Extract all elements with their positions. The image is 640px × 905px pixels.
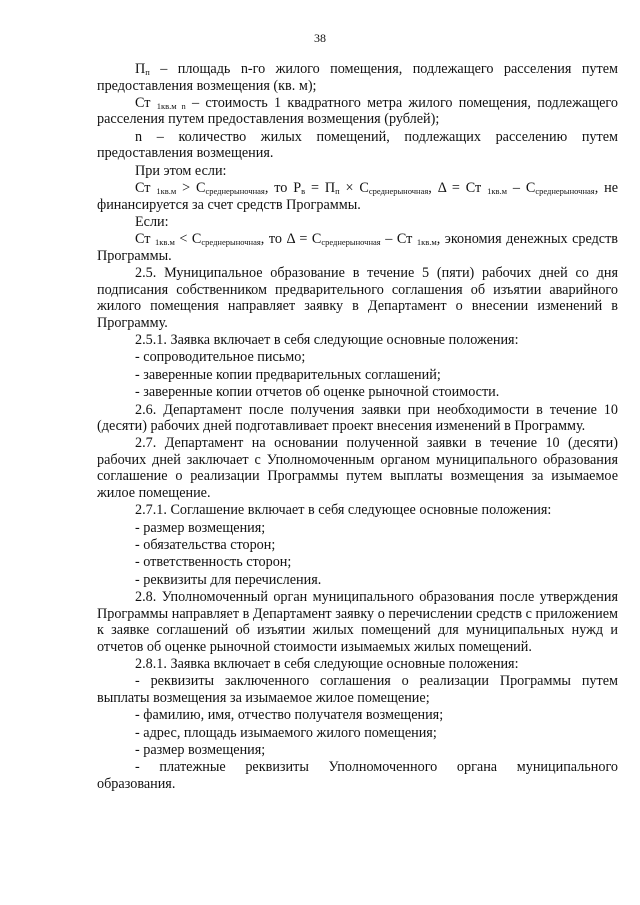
paragraph-text: - реквизиты для перечисления. — [135, 571, 322, 588]
paragraph — [97, 349, 618, 366]
paragraph-text: , не финансируется за счет средств Программы. — [97, 180, 619, 213]
paragraph-text: 2.7.1. Соглашение включает в себя следующее основные положения: — [135, 502, 552, 519]
paragraph — [97, 572, 618, 589]
paragraph-text: – С — [507, 180, 536, 197]
paragraph — [97, 673, 618, 706]
paragraph-text: × С — [339, 180, 369, 197]
paragraph — [97, 759, 618, 792]
paragraph — [97, 589, 618, 655]
paragraph — [97, 129, 618, 162]
paragraph — [97, 265, 618, 331]
paragraph-text: n – количество жилых помещений, подлежащих расселению путем предоставления возмещения. — [97, 128, 618, 162]
paragraph-text: - размер возмещения; — [135, 742, 266, 758]
paragraph-text: - платежные реквизиты Уполномоченного органа муниципального образования. — [97, 759, 618, 792]
subscript: 1кв.м — [155, 237, 175, 248]
paragraph-text: 2.8. Уполномоченный орган муниципального образования после утверждения Программы направляет в Департамент заявку о перечислении средств с приложением к заявке соглашений об изъятии жилых помещений для муниципальных нужд и отчетов об оценке рыночной стоимости изымаемых жилых помещений. — [97, 589, 618, 655]
paragraph — [97, 231, 618, 264]
paragraph-text: При этом если: — [135, 162, 227, 179]
paragraph-text: – Ст — [380, 231, 417, 248]
paragraph — [97, 656, 618, 673]
paragraph-text: П — [135, 61, 146, 77]
paragraph — [97, 554, 618, 571]
paragraph — [97, 502, 618, 519]
paragraph-text: 2.5. Муниципальное образование в течение 5 (пяти) рабочих дней со дня подписания собственником предварительного соглашения об изъятии аварийного жилого помещения направляет заявку в Департамент о внесении изменений в Программу. — [97, 265, 618, 331]
paragraph — [97, 537, 618, 554]
subscript: среднерыночная — [205, 186, 265, 197]
paragraph-text: - сопроводительное письмо; — [135, 349, 306, 366]
document-body — [97, 61, 618, 793]
paragraph-text: Ст — [135, 180, 157, 197]
paragraph-text: - реквизиты заключенного соглашения о реализации Программы путем выплаты возмещения за изымаемое жилое помещение; — [97, 673, 618, 706]
subscript: в — [301, 186, 306, 197]
paragraph-text: , экономия денежных средств Программы. — [97, 231, 619, 264]
paragraph-text: 2.6. Департамент после получения заявки при необходимости в течение 10 (десяти) рабочих дней подготавливает проект внесения изменений в Программу. — [97, 401, 618, 435]
subscript: 1кв.м — [487, 186, 508, 197]
subscript: 1кв.м n — [156, 100, 186, 111]
paragraph-text: Если: — [135, 213, 169, 230]
subscript: п — [335, 186, 340, 197]
paragraph-text: , то Р — [264, 180, 302, 197]
paragraph — [97, 163, 618, 180]
subscript: среднерыночная — [321, 237, 381, 248]
paragraph-text: – стоимость 1 квадратного метра жилого помещения, подлежащего расселения путем предоставления возмещения (рублей); — [97, 94, 618, 128]
paragraph — [97, 402, 618, 435]
paragraph — [97, 725, 618, 742]
paragraph-text: - обязательства сторон; — [135, 537, 276, 554]
paragraph-text: = П — [305, 180, 336, 197]
paragraph — [97, 435, 618, 501]
paragraph — [97, 384, 618, 401]
paragraph-text: - адрес, площадь изымаемого жилого помещения; — [135, 724, 437, 741]
paragraph-text: – площадь n-го жилого помещения, подлежащего расселения путем предоставления возмещения (кв. м); — [97, 61, 618, 94]
paragraph-text: - заверенные копии предварительных соглашений; — [135, 366, 441, 383]
paragraph — [97, 180, 618, 213]
paragraph — [97, 61, 618, 94]
subscript: среднерыночная — [535, 186, 595, 197]
page-number: 38 — [314, 31, 326, 45]
paragraph-text: 2.7. Департамент на основании полученной заявки в течение 10 (десяти) рабочих дней заключает с Уполномоченным органом муниципального образования соглашение о реализации Программы путем выплаты возмещения за изымаемое жилое помещение. — [97, 435, 618, 502]
paragraph-text: , Δ = Ст — [428, 180, 488, 197]
subscript: 1кв.м — [156, 186, 177, 197]
paragraph-text: , то Δ = С — [260, 231, 322, 248]
paragraph — [97, 367, 618, 384]
subscript: среднерыночная — [368, 186, 429, 197]
paragraph-text: > С — [176, 180, 206, 197]
paragraph — [97, 520, 618, 537]
paragraph — [97, 332, 618, 349]
subscript: среднерыночная — [201, 237, 261, 248]
paragraph — [97, 707, 618, 724]
paragraph-text: - размер возмещения; — [135, 519, 266, 536]
paragraph-text: - заверенные копии отчетов об оценке рыночной стоимости. — [135, 384, 500, 401]
paragraph — [97, 742, 618, 759]
subscript: 1кв.м — [416, 237, 437, 248]
paragraph-text: Ст — [135, 231, 155, 248]
paragraph-text: 2.8.1. Заявка включает в себя следующие основные положения: — [135, 656, 519, 673]
paragraph-text: 2.5.1. Заявка включает в себя следующие основные положения: — [135, 332, 519, 349]
subscript: п — [145, 67, 150, 77]
paragraph-text: - ответственность сторон; — [135, 554, 292, 571]
paragraph — [97, 214, 618, 231]
paragraph-text: < С — [174, 231, 202, 248]
paragraph-text: Ст — [135, 94, 157, 111]
paragraph — [97, 95, 618, 128]
paragraph-text: - фамилию, имя, отчество получателя возмещения; — [135, 707, 444, 724]
